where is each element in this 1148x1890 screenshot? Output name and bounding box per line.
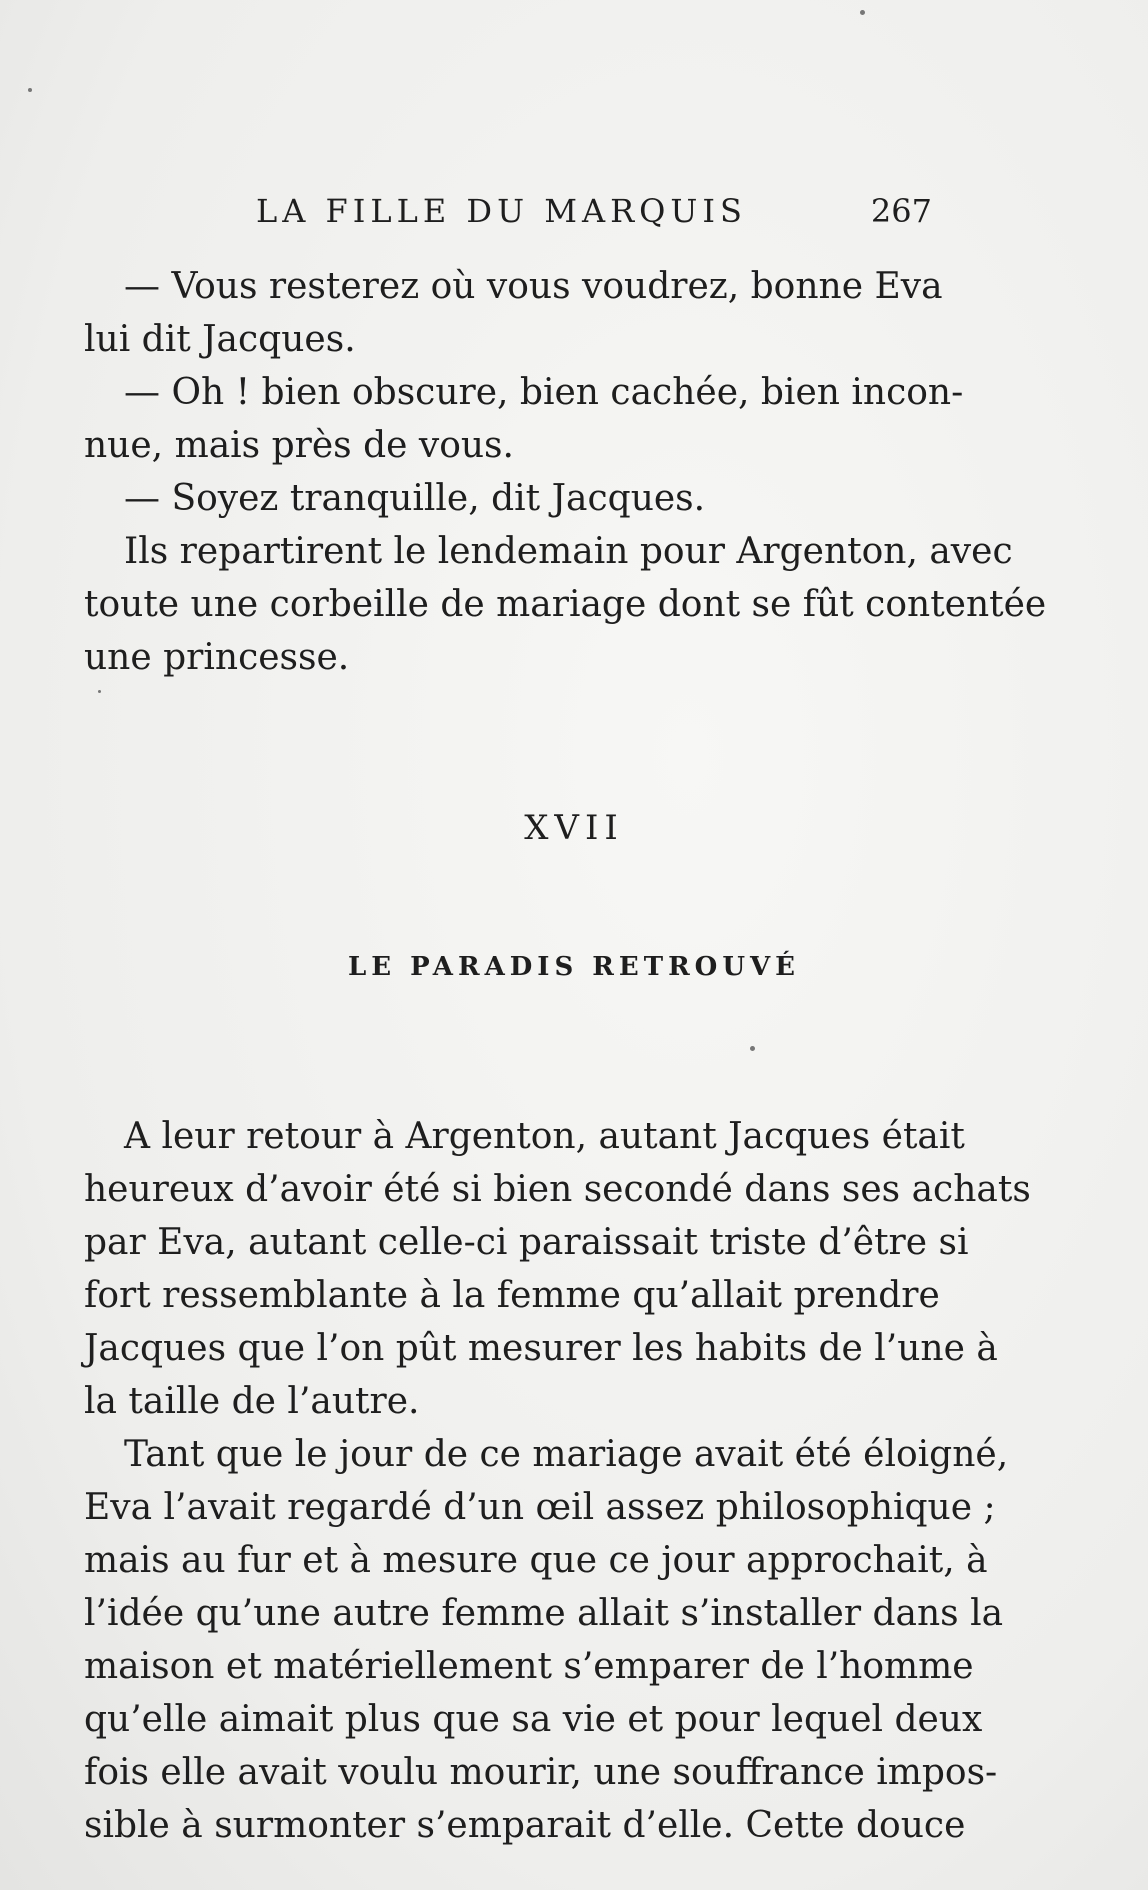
closing-paragraphs <box>84 260 1047 684</box>
text-line: fois elle avait voulu mourir, une souffrance impos- <box>84 1752 998 1793</box>
text-line: — Vous resterez où vous voudrez, bonne Eva <box>124 266 943 307</box>
text-line: — Oh ! bien obscure, bien cachée, bien incon- <box>124 372 964 413</box>
text-line: Jacques que l’on pût mesurer les habits de l’une à <box>84 1328 998 1369</box>
text-line: maison et matériellement s’emparer de l’homme <box>84 1646 974 1687</box>
paper-speck <box>28 88 32 92</box>
text-line: Ils repartirent le lendemain pour Argenton, avec <box>124 531 1013 572</box>
paper-speck <box>750 1046 755 1051</box>
running-title: LA FILLE DU MARQUIS <box>256 192 747 230</box>
chapter-body <box>84 1110 1031 1852</box>
text-line: lui dit Jacques. <box>84 319 356 360</box>
text-line: l’idée qu’une autre femme allait s’installer dans la <box>84 1593 1004 1634</box>
text-line: Tant que le jour de ce mariage avait été éloigné, <box>124 1434 1009 1475</box>
running-head <box>84 192 932 236</box>
text-line: qu’elle aimait plus que sa vie et pour lequel deux <box>84 1699 983 1740</box>
chapter-title: LE PARADIS RETROUVÉ <box>348 952 800 982</box>
text-line: mais au fur et à mesure que ce jour approchait, à <box>84 1540 988 1581</box>
text-line: A leur retour à Argenton, autant Jacques était <box>124 1116 965 1157</box>
page-number: 267 <box>870 192 932 230</box>
paper-speck <box>98 690 101 693</box>
text-line: toute une corbeille de mariage dont se fût contentée <box>84 584 1047 625</box>
text-line: — Soyez tranquille, dit Jacques. <box>124 478 706 519</box>
text-line: une princesse. <box>84 637 350 678</box>
text-line: la taille de l’autre. <box>84 1381 420 1422</box>
text-line: Eva l’avait regardé d’un œil assez philosophique ; <box>84 1487 996 1528</box>
text-line: heureux d’avoir été si bien secondé dans ses achats <box>84 1169 1031 1210</box>
text-line: sible à surmonter s’emparait d’elle. Cette douce <box>84 1805 966 1846</box>
text-line: par Eva, autant celle-ci paraissait triste d’être si <box>84 1222 969 1263</box>
chapter-number: XVII <box>524 808 624 848</box>
paper-speck <box>860 10 865 15</box>
text-line: nue, mais près de vous. <box>84 425 514 466</box>
text-line: fort ressemblante à la femme qu’allait prendre <box>84 1275 940 1316</box>
